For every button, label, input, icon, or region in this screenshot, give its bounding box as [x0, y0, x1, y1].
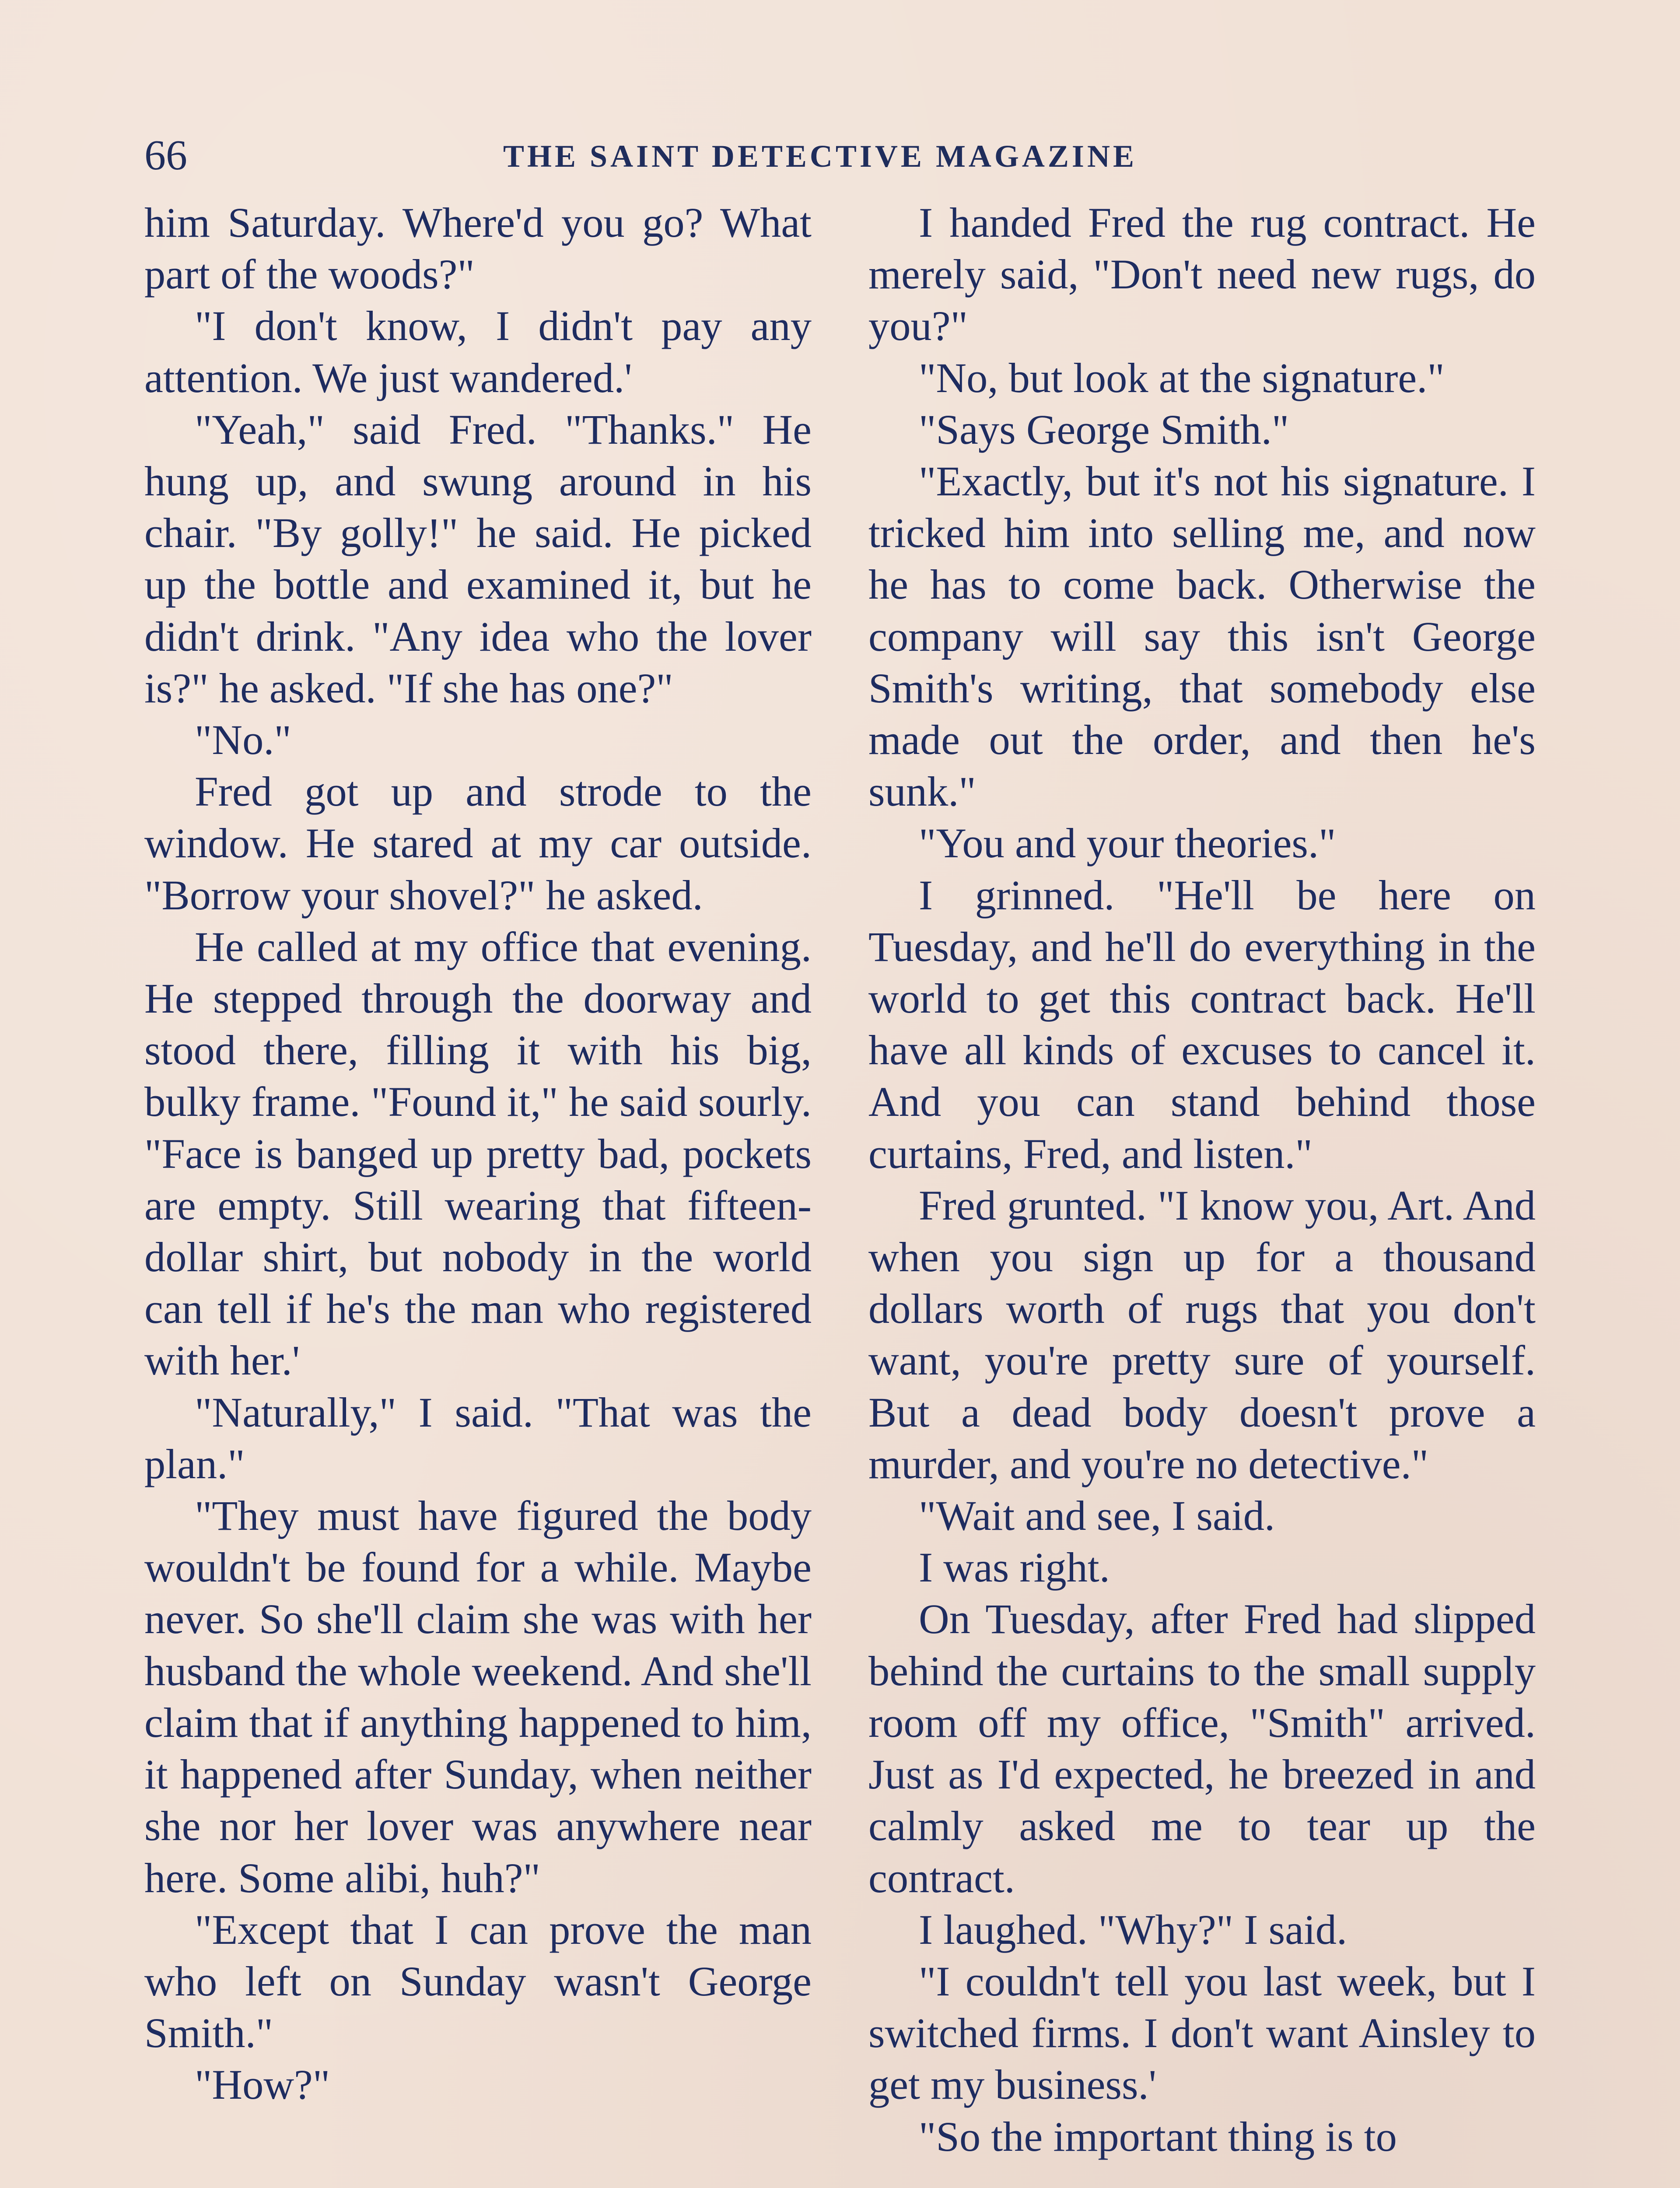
right-column [868, 197, 1536, 2188]
paragraph: Fred grunted. "I know you, Art. And when you sign up for a thousand dollars worth of rugs that you don't want, you're pretty sure of yourself. But a dead body doesn't prove a murder, and you're no detective." [868, 1182, 1536, 1487]
paragraph: "They must have figured the body wouldn't be found for a while. Maybe never. So she'll claim she was with her husband the whole weekend. And she'll claim that if anything happened to him, it happened after Sunday, when neither she nor her lover was anywhere near here. Some alibi, huh?" [144, 1492, 812, 1901]
paragraph: "Yeah," said Fred. "Thanks." He hung up, and swung around in his chair. "By golly!" he said. He picked up the bottle and examined it, but he didn't drink. "Any idea who the lover is?" he asked. "If she has one?" [144, 406, 812, 712]
paragraph: I laughed. "Why?" I said. [919, 1906, 1348, 1953]
paragraph: I handed Fred the rug contract. He merely said, "Don't need new rugs, do you?" [868, 199, 1536, 350]
paragraph: "I couldn't tell you last week, but I switched firms. I don't want Ainsley to get my business.' [868, 1957, 1536, 2108]
running-head [144, 127, 1536, 184]
paragraph: He called at my office that evening. He stepped through the doorway and stood there, filling it with his big, bulky frame. "Found it," he said sourly. "Face is banged up pretty bad, pockets are empty. Still wearing that fifteen-dollar shirt, but nobody in the world can tell if he's the man who registered with her.' [144, 923, 812, 1384]
paragraph: "You and your theories." [919, 820, 1336, 867]
paragraph: him Saturday. Where'd you go? What part of the woods?" [144, 199, 812, 298]
paragraph: Fred got up and strode to the window. He stared at my car outside. "Borrow your shovel?" he asked. [144, 768, 812, 919]
paragraph: "No, but look at the signature." [919, 354, 1445, 401]
paragraph: "Exactly, but it's not his signature. I tricked him into selling me, and now he has to come back. Otherwise the company will say this isn't George Smith's writing, that somebody else made out the order, and then he's sunk." [868, 458, 1536, 815]
magazine-title: THE SAINT DETECTIVE MAGAZINE [503, 139, 1137, 174]
paragraph: I grinned. "He'll be here on Tuesday, and he'll do everything in the world to get this contract back. He'll have all kinds of excuses to cancel it. And you can stand behind those curtains, Fred, and listen." [868, 871, 1536, 1177]
paragraph: "Except that I can prove the man who left on Sunday wasn't George Smith." [144, 1906, 812, 2057]
paragraph: On Tuesday, after Fred had slipped behind the curtains to the small supply room off my office, "Smith" arrived. Just as I'd expected, he breezed in and calmly asked me to tear up the contract. [868, 1595, 1536, 1901]
page-number: 66 [144, 132, 187, 179]
paragraph: "I don't know, I didn't pay any attention. We just wandered.' [144, 302, 812, 401]
paragraph: "Wait and see, I said. [919, 1492, 1275, 1539]
left-column [144, 197, 812, 2188]
paragraph: I was right. [919, 1544, 1110, 1591]
paragraph: "Naturally," I said. "That was the plan." [144, 1389, 812, 1487]
paragraph: "So the important thing is to [919, 2113, 1397, 2160]
paragraph: "No." [195, 716, 291, 764]
paragraph: "How?" [195, 2061, 330, 2108]
paragraph: "Says George Smith." [919, 406, 1289, 453]
